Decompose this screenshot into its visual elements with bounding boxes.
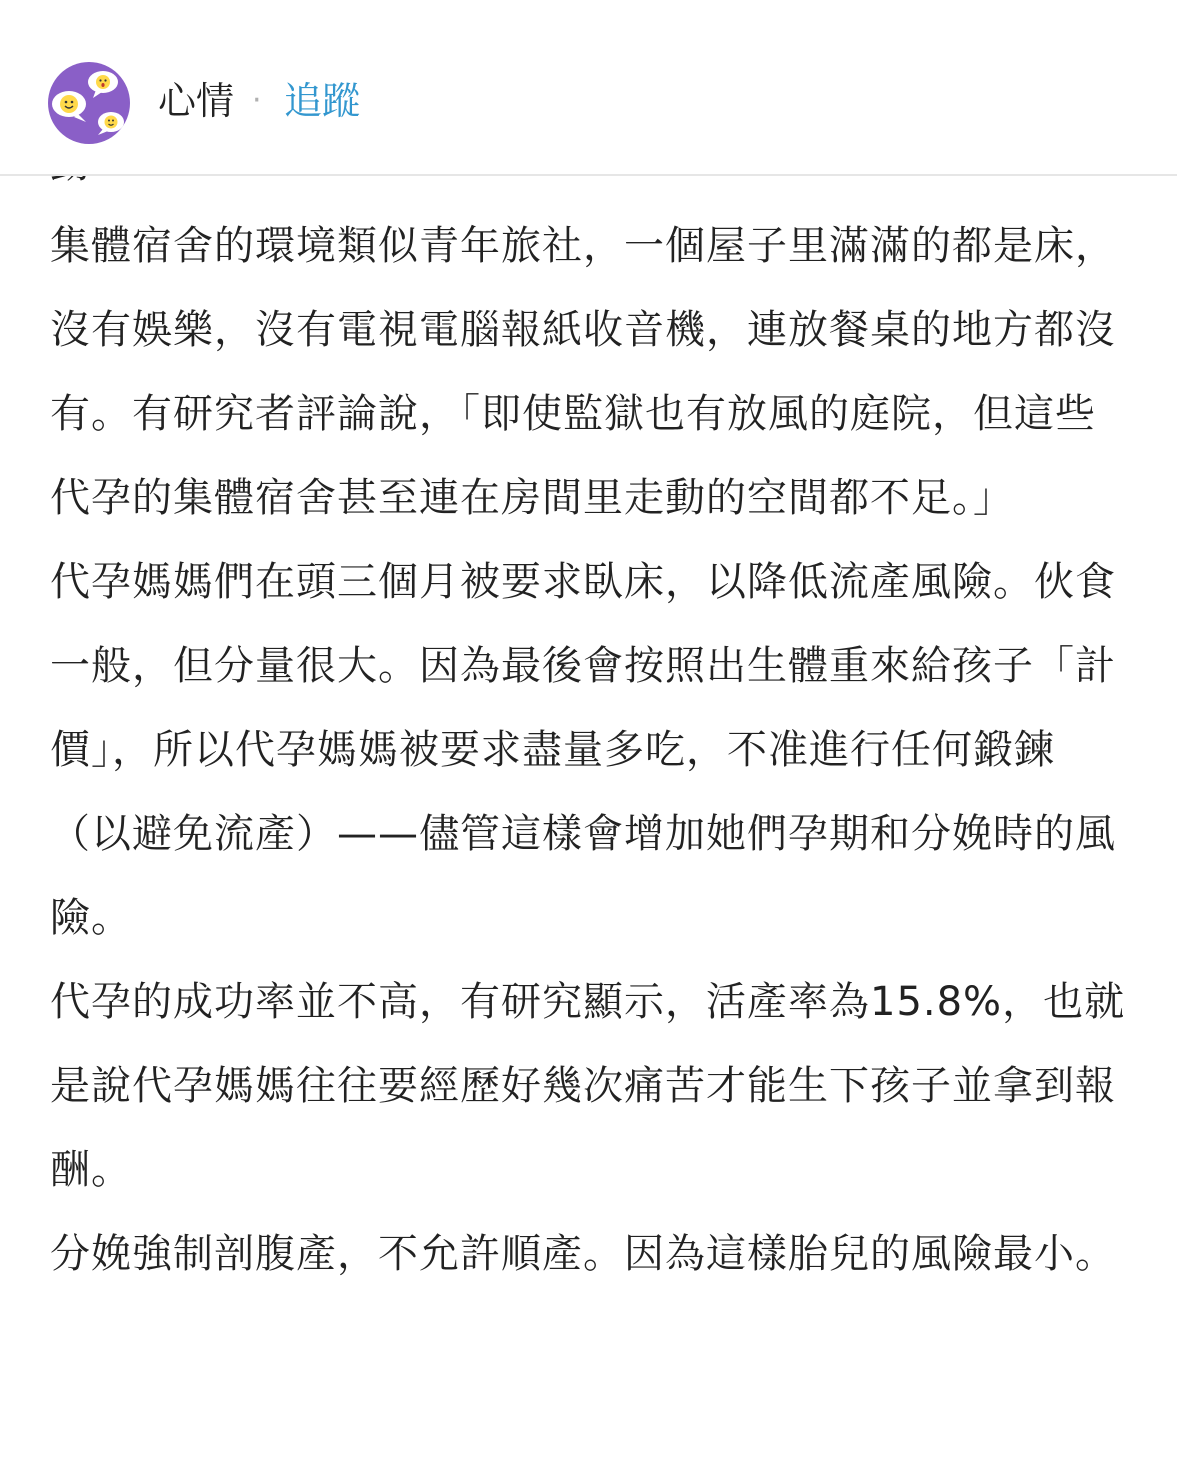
follow-button[interactable]: 追蹤 [284, 79, 361, 123]
post-header [0, 0, 1177, 176]
article-body [50, 204, 1135, 1296]
article-paragraph: 分娩強制剖腹產，不允許順產。因為這樣胎兒的風險最小。 [50, 1231, 1116, 1277]
board-name-link[interactable]: 心情 [158, 79, 235, 123]
speech-bubbles-emoji-icon [48, 62, 130, 144]
article-paragraph: 代孕的成功率並不高，有研究顯示，活產率為15.8%，也就是說代孕媽媽往往要經歷好幾次痛苦才能生下孩子並拿到報酬。 [50, 979, 1126, 1193]
partial-cut-off-text [50, 176, 90, 186]
article-paragraph: 集體宿舍的環境類似青年旅社，一個屋子里滿滿的都是床，沒有娛樂，沒有電視電腦報紙收音機，連放餐桌的地方都沒有。有研究者評論說，「即使監獄也有放風的庭院，但這些代孕的集體宿舍甚至連在房間里走動的空間都不足。」 [50, 223, 1116, 521]
board-avatar[interactable] [48, 62, 130, 144]
article-paragraph: 代孕媽媽們在頭三個月被要求臥床，以降低流產風險。伙食一般，但分量很大。因為最後會按照出生體重來給孩子「計價」，所以代孕媽媽被要求盡量多吃，不准進行任何鍛鍊（以避免流產）——儘管這樣會增加她們孕期和分娩時的風險。 [50, 559, 1116, 941]
separator-dot: · [252, 83, 262, 118]
